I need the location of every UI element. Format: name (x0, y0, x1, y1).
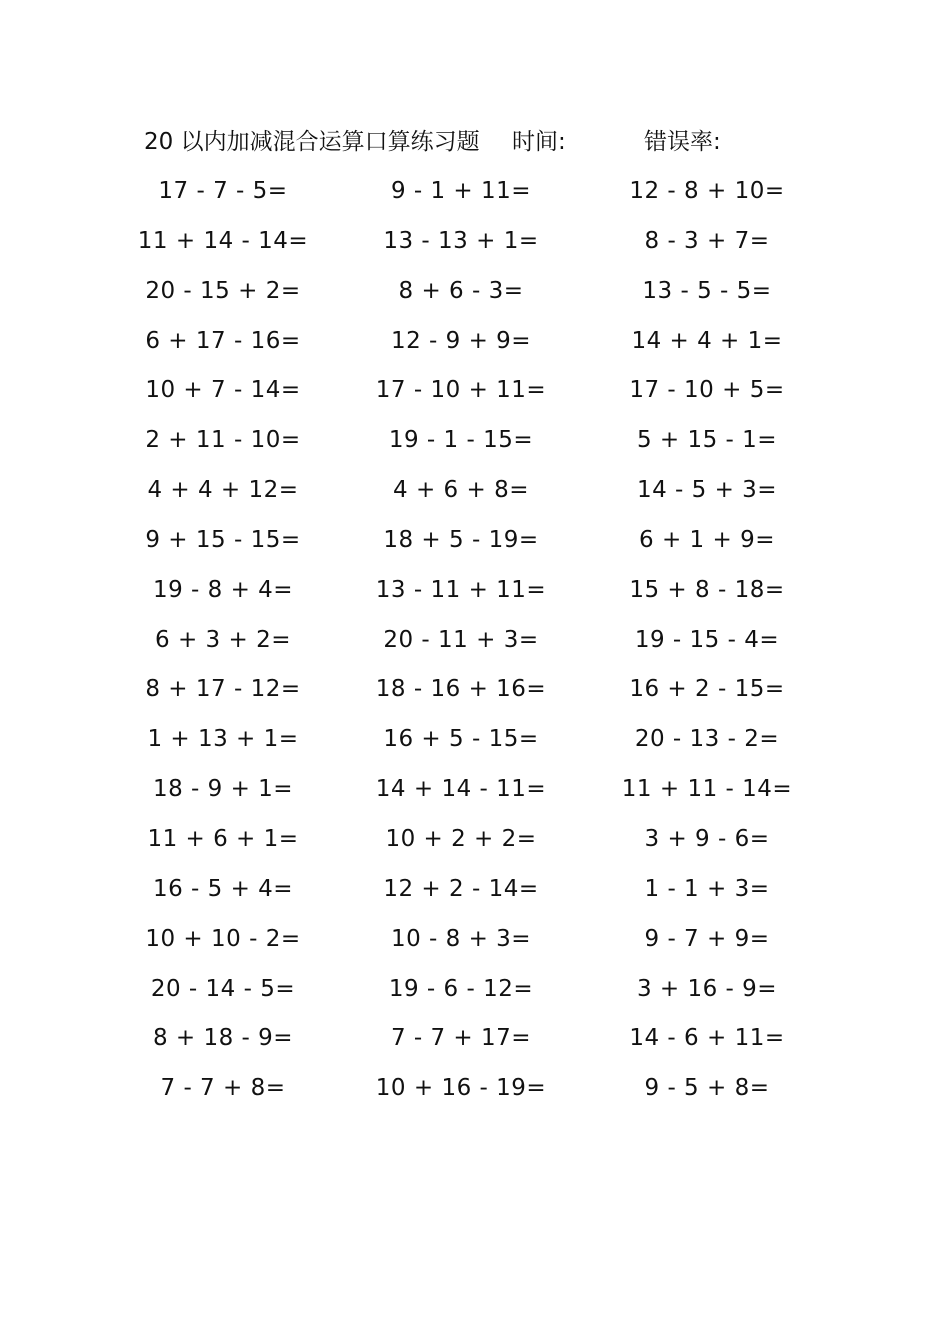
problem-row (0, 869, 950, 919)
math-problem: 11 + 14 - 14= (137, 227, 309, 254)
math-problem: 16 - 5 + 4= (152, 875, 294, 902)
problem-row (0, 1068, 950, 1118)
math-problem: 14 - 5 + 3= (636, 477, 778, 504)
math-problem: 19 - 8 + 4= (152, 576, 294, 603)
problem-row (0, 969, 950, 1019)
math-problem: 18 + 5 - 19= (383, 526, 539, 553)
math-problem: 19 - 1 - 15= (388, 427, 534, 454)
math-problem: 13 - 13 + 1= (383, 227, 539, 254)
math-problem: 20 - 13 - 2= (634, 726, 780, 753)
math-problem: 8 + 18 - 9= (152, 1025, 294, 1052)
math-problem: 7 - 7 + 8= (160, 1075, 286, 1102)
worksheet-header (0, 124, 950, 160)
math-problem: 10 + 16 - 19= (375, 1075, 547, 1102)
problem-row (0, 221, 950, 271)
problem-row (0, 321, 950, 371)
math-problem: 20 - 11 + 3= (383, 626, 539, 653)
math-problem: 10 + 2 + 2= (385, 825, 537, 852)
math-problem: 12 + 2 - 14= (383, 875, 539, 902)
math-problem: 10 - 8 + 3= (390, 925, 532, 952)
problem-row (0, 570, 950, 620)
math-problem: 9 - 1 + 11= (390, 178, 532, 204)
math-problem: 17 - 10 + 11= (375, 377, 547, 404)
problem-row (0, 271, 950, 321)
time-label: 时间: (512, 129, 566, 155)
math-problem: 12 - 8 + 10= (629, 178, 785, 204)
problem-row (0, 769, 950, 819)
math-problem: 18 - 9 + 1= (152, 776, 294, 803)
problem-row (0, 620, 950, 670)
problem-row (0, 370, 950, 420)
math-problem: 17 - 7 - 5= (158, 178, 288, 204)
problem-row (0, 420, 950, 470)
problem-grid (0, 171, 950, 1118)
problem-row (0, 470, 950, 520)
math-problem: 6 + 1 + 9= (639, 526, 775, 553)
math-problem: 9 - 5 + 8= (644, 1075, 770, 1102)
math-problem: 14 + 4 + 1= (631, 327, 783, 354)
problem-row (0, 719, 950, 769)
math-problem: 20 - 14 - 5= (150, 975, 296, 1002)
math-problem: 6 + 3 + 2= (155, 626, 291, 653)
math-problem: 16 + 5 - 15= (383, 726, 539, 753)
problem-row (0, 669, 950, 719)
math-problem: 18 - 16 + 16= (375, 676, 547, 703)
math-problem: 14 + 14 - 11= (375, 776, 547, 803)
problem-row (0, 171, 950, 221)
math-problem: 9 + 15 - 15= (145, 526, 301, 553)
math-problem: 6 + 17 - 16= (145, 327, 301, 354)
math-problem: 3 + 9 - 6= (644, 825, 770, 852)
math-problem: 15 + 8 - 18= (629, 576, 785, 603)
math-problem: 3 + 16 - 9= (636, 975, 778, 1002)
math-problem: 1 - 1 + 3= (644, 875, 770, 902)
math-problem: 10 + 10 - 2= (145, 925, 301, 952)
problem-row (0, 919, 950, 969)
problem-row (0, 1018, 950, 1068)
problem-row (0, 520, 950, 570)
math-problem: 20 - 15 + 2= (145, 277, 301, 304)
math-problem: 19 - 6 - 12= (388, 975, 534, 1002)
problem-row (0, 819, 950, 869)
math-problem: 8 + 6 - 3= (398, 277, 524, 304)
math-problem: 4 + 6 + 8= (393, 477, 529, 504)
math-problem: 11 + 6 + 1= (147, 825, 299, 852)
math-problem: 14 - 6 + 11= (629, 1025, 785, 1052)
math-problem: 2 + 11 - 10= (145, 427, 301, 454)
math-problem: 10 + 7 - 14= (145, 377, 301, 404)
math-problem: 11 + 11 - 14= (621, 776, 793, 803)
math-problem: 12 - 9 + 9= (390, 327, 532, 354)
math-problem: 19 - 15 - 4= (634, 626, 780, 653)
math-problem: 5 + 15 - 1= (636, 427, 778, 454)
math-problem: 4 + 4 + 12= (147, 477, 299, 504)
math-problem: 9 - 7 + 9= (644, 925, 770, 952)
math-problem: 1 + 13 + 1= (147, 726, 299, 753)
math-problem: 17 - 10 + 5= (629, 377, 785, 404)
math-problem: 8 - 3 + 7= (644, 227, 770, 254)
math-problem: 13 - 11 + 11= (375, 576, 547, 603)
math-problem: 16 + 2 - 15= (629, 676, 785, 703)
math-problem: 7 - 7 + 17= (390, 1025, 532, 1052)
math-problem: 8 + 17 - 12= (145, 676, 301, 703)
error-rate-label: 错误率: (644, 129, 721, 155)
math-problem: 13 - 5 - 5= (642, 277, 772, 304)
worksheet-title: 20 以内加减混合运算口算练习题 (144, 129, 480, 155)
